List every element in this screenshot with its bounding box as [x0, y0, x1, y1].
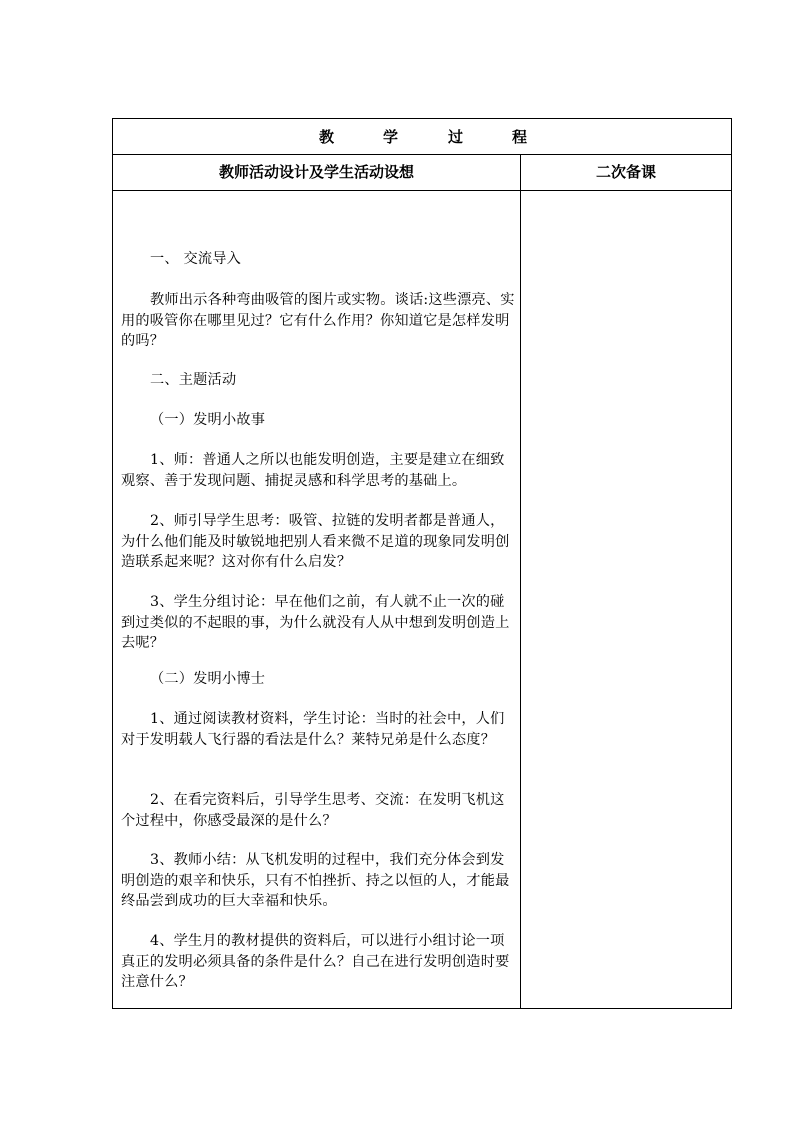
paragraph-doctor-4: 4、学生月的教材提供的资料后，可以进行小组讨论一项真正的发明必须具备的条件是什么？自己在进行发明创造时要注意什么？ [121, 933, 510, 990]
section-heading-main: 二、主题活动 [150, 372, 237, 388]
column-header-row [113, 154, 731, 191]
paragraph-doctor-1: 1、通过阅读教材资料，学生讨论：当时的社会中，人们对于发明载人飞行器的看法是什么？莱特兄弟是什么态度？ [121, 711, 505, 748]
paragraph-doctor-3: 3、教师小结：从飞机发明的过程中，我们充分体会到发明创造的艰辛和快乐，只有不怕挫折、持之以恒的人，才能最终品尝到成功的巨大幸福和快乐。 [121, 852, 510, 909]
table-title-row [113, 119, 731, 155]
subsection-heading-story: （一）发明小故事 [150, 412, 266, 428]
table-title-char-2: 学 [383, 128, 399, 146]
paragraph-story-3: 3、学生分组讨论：早在他们之前，有人就不止一次的碰到过类似的不起眼的事，为什么就没有人从中想到发明创造上去呢？ [121, 594, 510, 651]
paragraph-story-1: 1、师：普通人之所以也能发明创造，主要是建立在细致观察、善于发现问题、捕捉灵感和科学思考的基础上。 [121, 452, 505, 489]
table-title-char-4: 程 [512, 128, 528, 146]
table-title-char-1: 教 [319, 128, 335, 146]
lesson-plan-table [112, 118, 732, 1009]
activities-cell [113, 191, 520, 1009]
paragraph-doctor-2: 2、在看完资料后，引导学生思考、交流：在发明飞机这个过程中，你感受最深的是什么？ [121, 792, 505, 829]
subsection-heading-doctor: （二）发明小博士 [150, 671, 266, 687]
column-header-activities: 教师活动设计及学生活动设想 [218, 163, 414, 181]
paragraph-intro: 教师出示各种弯曲吸管的图片或实物。谈话:这些漂亮、实用的吸管你在哪里见过？它有什么作用？你知道它是怎样发明的吗？ [121, 292, 515, 349]
section-heading-intro: 一、 交流导入 [150, 251, 242, 267]
table-title-char-3: 过 [448, 128, 464, 146]
column-header-second-prep: 二次备课 [595, 163, 656, 181]
paragraph-story-2: 2、师引导学生思考：吸管、拉链的发明者都是普通人，为什么他们能及时敏锐地把别人看来微不足道的现象同发明创造联系起来呢？这对你有什么启发？ [121, 513, 510, 570]
column-divider [520, 154, 521, 1009]
